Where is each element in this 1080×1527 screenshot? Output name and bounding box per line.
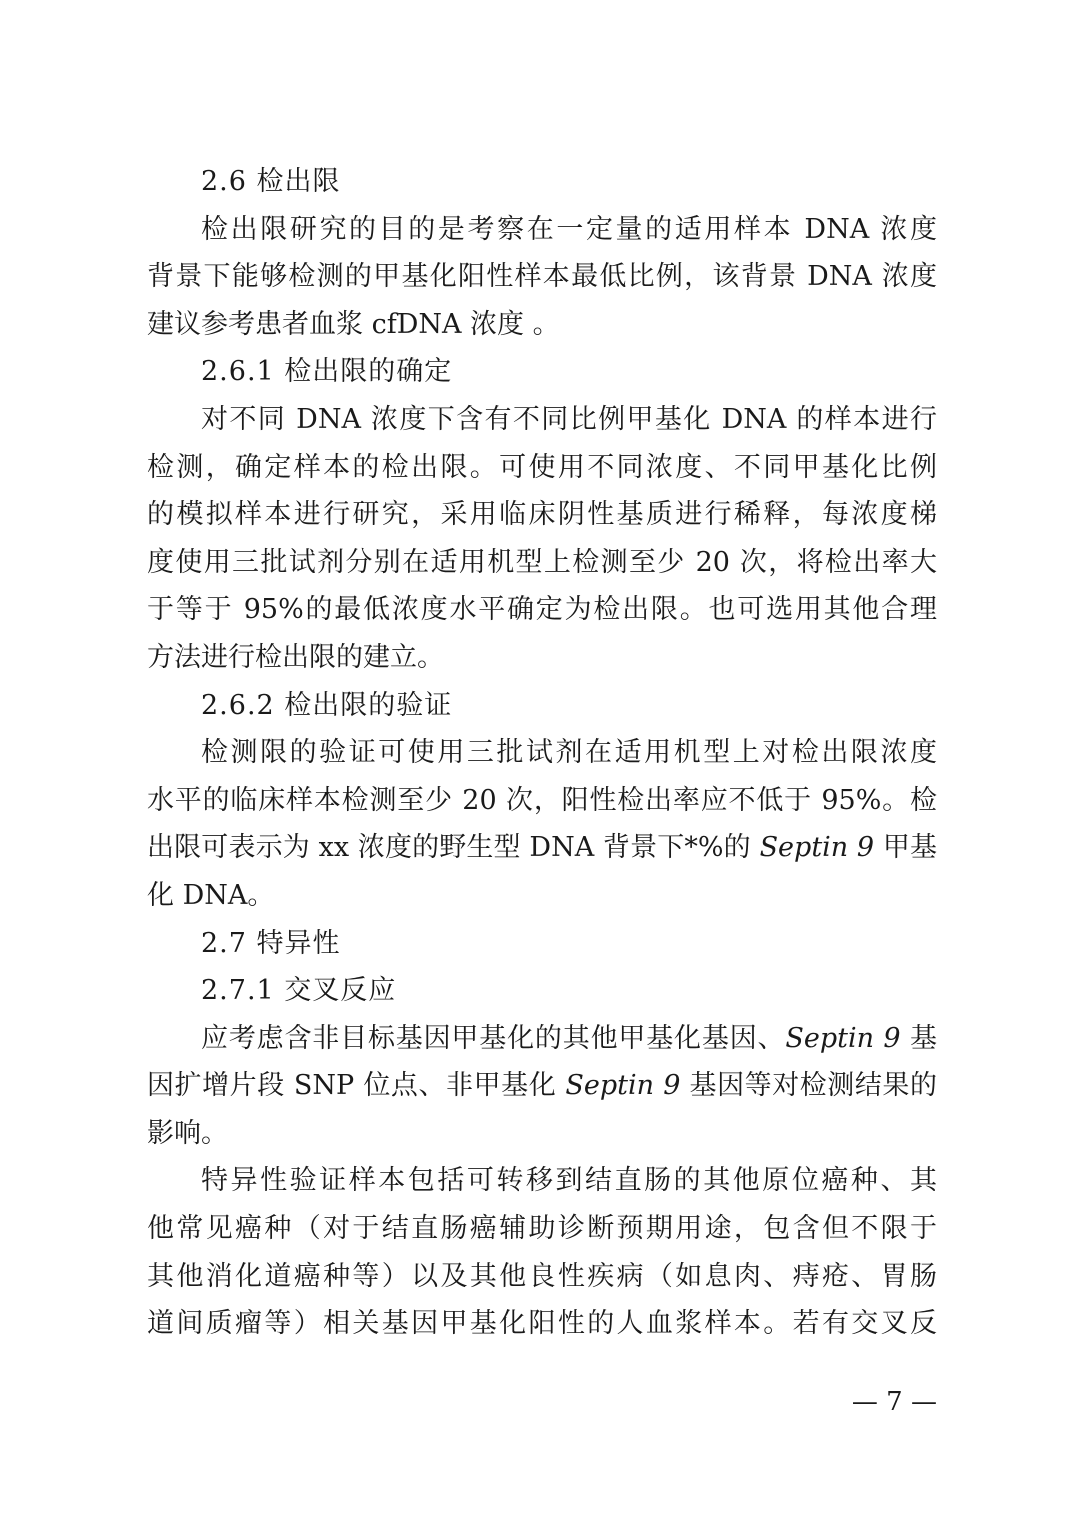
text-line: 道间质瘤等）相关基因甲基化阳性的人血浆样本。若有交叉反 (147, 1308, 937, 1340)
text-line: 背景下能够检测的甲基化阳性样本最低比例，该背景 DNA 浓度 (147, 261, 937, 293)
page-number (0, 1382, 1080, 1422)
text-segment: 基 (900, 1022, 937, 1054)
section-heading: 2.6.2 检出限的验证 (201, 689, 453, 721)
text-line: 检测，确定样本的检出限。可使用不同浓度、不同甲基化比例 (147, 451, 937, 483)
text-line (147, 1015, 937, 1063)
section-heading: 2.6.1 检出限的确定 (201, 356, 453, 388)
gene-name: Septin 9 (785, 1022, 901, 1054)
text-line: 度使用三批试剂分别在适用机型上检测至少 20 次，将检出率大 (147, 546, 937, 578)
text-line (147, 1062, 937, 1110)
text-segment: 应考虑含非目标基因甲基化的其他甲基化基因、 (201, 1022, 786, 1054)
text-line: 建议参考患者血浆 cfDNA 浓度 。 (147, 308, 560, 340)
text-line: 的模拟样本进行研究，采用临床阴性基质进行稀释，每浓度梯 (147, 499, 937, 531)
section-heading: 2.7.1 交叉反应 (201, 975, 397, 1007)
text-line: 方法进行检出限的建立。 (147, 641, 444, 673)
text-line: 化 DNA。 (147, 879, 275, 911)
text-line: 特异性验证样本包括可转移到结直肠的其他原位癌种、其 (201, 1165, 937, 1197)
text-segment: 出限可表示为 xx 浓度的野生型 DNA 背景下*%的 (147, 832, 760, 864)
text-segment: 基因等对检测结果的 (680, 1070, 937, 1102)
text-line: 检测限的验证可使用三批试剂在适用机型上对检出限浓度 (201, 737, 937, 769)
text-line: 他常见癌种（对于结直肠癌辅助诊断预期用途，包含但不限于 (147, 1213, 937, 1245)
section-heading: 2.7 特异性 (201, 927, 341, 959)
text-line: 水平的临床样本检测至少 20 次，阳性检出率应不低于 95%。检 (147, 784, 937, 816)
gene-name: Septin 9 (759, 832, 875, 864)
text-line: 对不同 DNA 浓度下含有不同比例甲基化 DNA 的样本进行 (201, 403, 937, 435)
body-text (147, 158, 937, 1348)
gene-name: Septin 9 (565, 1070, 681, 1102)
text-line: 影响。 (147, 1117, 228, 1149)
text-line: 其他消化道癌种等）以及其他良性疾病（如息肉、痔疮、胃肠 (147, 1260, 937, 1292)
section-heading: 2.6 检出限 (201, 166, 341, 197)
text-line: 于等于 95%的最低浓度水平确定为检出限。也可选用其他合理 (147, 594, 937, 626)
text-line (147, 824, 937, 872)
text-line: 检出限研究的目的是考察在一定量的适用样本 DNA 浓度 (201, 213, 937, 245)
page-number-label: — 7 — (851, 1387, 937, 1417)
text-segment: 甲基 (874, 832, 937, 864)
text-segment: 因扩增片段 SNP 位点、非甲基化 (147, 1070, 566, 1102)
